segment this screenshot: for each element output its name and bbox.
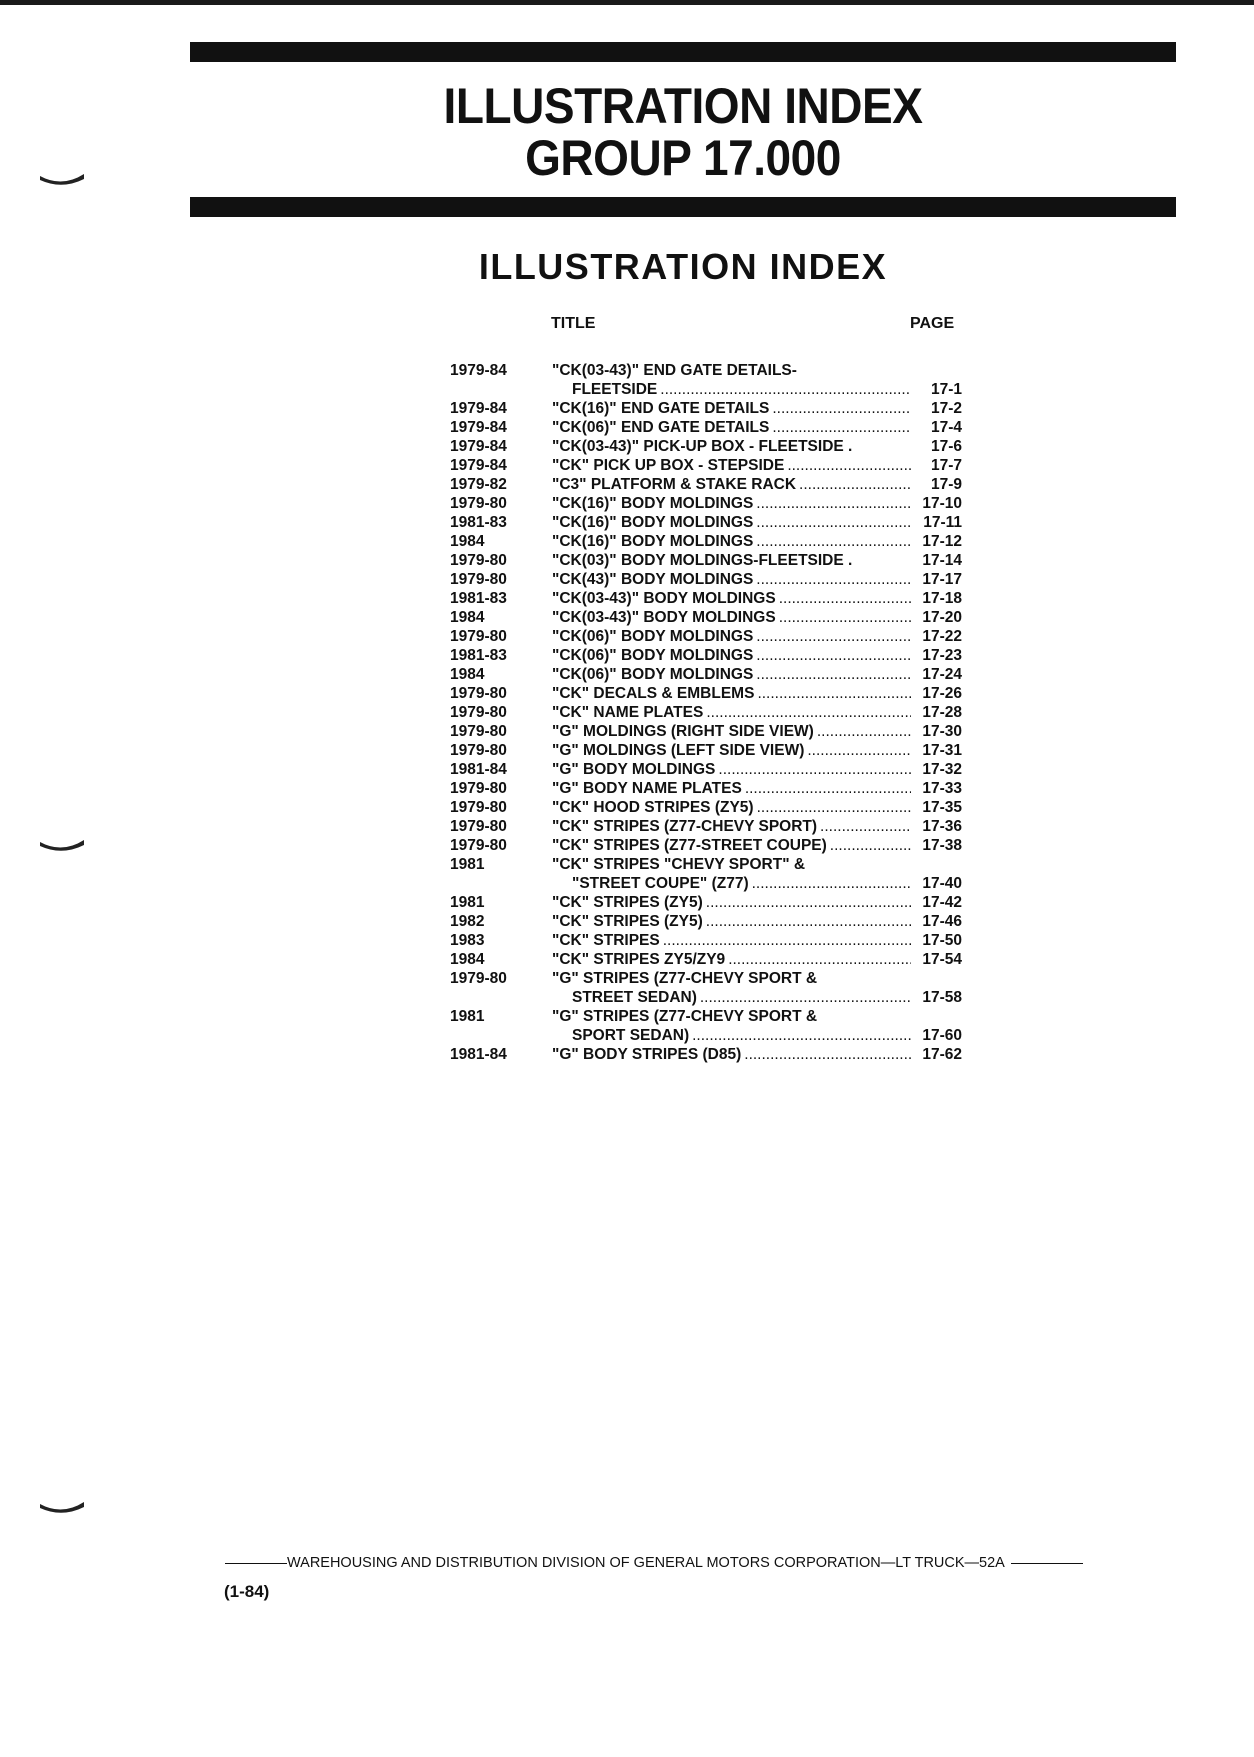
entry-title: "CK" NAME PLATES [552,704,704,721]
index-entry [450,513,962,532]
entry-title: "CK" STRIPES "CHEVY SPORT" & [552,856,806,873]
entry-line [552,665,962,684]
entry-page: 17-46 [922,913,962,930]
entry-line [552,722,962,741]
index-entry [450,798,962,817]
entry-title: "CK(06)" BODY MOLDINGS [552,647,754,664]
dot-leader [660,380,911,399]
dot-leader [700,988,911,1007]
index-entry [450,969,962,988]
entry-page: 17-14 [922,552,962,569]
dot-leader [757,798,911,817]
dot-leader [744,1045,911,1064]
dot-leader [779,589,911,608]
entry-year: 1979-80 [450,818,507,835]
entry-year: 1983 [450,932,485,949]
index-entry [450,551,962,570]
entry-line [572,380,962,399]
index-entry [450,779,962,798]
entry-year: 1979-80 [450,970,507,987]
entry-title: STREET SEDAN) [572,989,697,1006]
dot-leader [745,779,911,798]
entry-line [552,627,962,646]
entry-year: 1979-80 [450,704,507,721]
index-entry [450,475,962,494]
entry-year: 1979-84 [450,438,507,455]
footer-text: WAREHOUSING AND DISTRIBUTION DIVISION OF GENERAL MOTORS CORPORATION—LT TRUCK—52A [287,1555,1005,1571]
dot-leader [756,532,911,551]
entry-page: 17-17 [922,571,962,588]
entry-line [552,836,962,855]
index-entry [450,1007,962,1026]
dot-leader [799,475,911,494]
entry-title: "G" BODY MOLDINGS [552,761,716,778]
entry-page: 17-38 [922,837,962,854]
entry-line [552,855,962,874]
index-entry [450,836,962,855]
dot-leader [756,570,911,589]
entry-page: 17-42 [922,894,962,911]
dot-leader [817,722,911,741]
index-entry [450,741,962,760]
entry-line [552,608,962,627]
entry-year: 1981-84 [450,761,507,778]
entry-line [552,817,962,836]
entry-title: "CK(16)" BODY MOLDINGS [552,495,754,512]
dot-leader [752,874,911,893]
section-title: ILLUSTRATION INDEX [478,246,888,287]
dot-leader [772,399,911,418]
header-rule-bottom [190,197,1176,217]
entry-page: 17-50 [922,932,962,949]
index-entry [450,893,962,912]
entry-title: "CK(03-43)" PICK-UP BOX - FLEETSIDE . [552,438,853,455]
entry-line [552,551,962,570]
dot-leader [756,627,911,646]
entry-year: 1984 [450,609,485,626]
index-entry [450,722,962,741]
entry-page: 17-62 [922,1046,962,1063]
entry-line [552,399,962,418]
dot-leader [692,1026,911,1045]
entry-year: 1979-84 [450,419,507,436]
entry-line [552,741,962,760]
entry-title: "CK" STRIPES ZY5/ZY9 [552,951,726,968]
punch-hole-mark-middle [38,838,86,854]
index-entry [450,570,962,589]
entry-line [552,589,962,608]
entry-line [552,1045,962,1064]
entry-page: 17-22 [922,628,962,645]
entry-title: "CK(06)" END GATE DETAILS [552,419,770,436]
footer-date: (1-84) [224,1582,270,1601]
entry-line [552,532,962,551]
entry-title: "CK" STRIPES (ZY5) [552,913,703,930]
index-entry [450,418,962,437]
entry-page: 17-30 [922,723,962,740]
entry-line [552,779,962,798]
column-header-page: PAGE [910,315,955,332]
footer-rule-left [225,1563,287,1564]
entry-title: "CK(16)" BODY MOLDINGS [552,533,754,550]
entry-title: "G" BODY STRIPES (D85) [552,1046,742,1063]
entry-year: 1984 [450,533,485,550]
entry-page: 17-6 [930,438,962,455]
entry-title: "CK(03-43)" END GATE DETAILS- [552,362,797,379]
dot-leader [756,646,911,665]
entry-year: 1981 [450,856,485,873]
entry-line [552,494,962,513]
entry-line [552,513,962,532]
entry-title: "STREET COUPE" (Z77) [572,875,749,892]
entry-line [572,988,962,1007]
entry-year: 1979-80 [450,742,507,759]
index-entry [450,399,962,418]
entry-line [552,969,962,988]
entry-year: 1979-84 [450,457,507,474]
entry-year: 1981 [450,894,485,911]
entry-line [572,1026,962,1045]
entry-title: "CK" DECALS & EMBLEMS [552,685,755,702]
index-entry-continuation [450,874,962,893]
entry-page: 17-12 [922,533,962,550]
entry-title: "CK" STRIPES (Z77-CHEVY SPORT) [552,818,818,835]
column-header-title: TITLE [551,315,596,332]
entry-year: 1981-84 [450,1046,507,1063]
entry-year: 1979-80 [450,780,507,797]
index-entry [450,532,962,551]
entry-line [552,798,962,817]
entry-year: 1979-80 [450,837,507,854]
footer-rule-right [1011,1563,1083,1564]
entry-page: 17-11 [923,514,962,531]
index-entry [450,855,962,874]
entry-title: "CK" STRIPES (ZY5) [552,894,703,911]
entry-year: 1979-80 [450,685,507,702]
entry-year: 1982 [450,913,485,930]
footer-line [225,1555,1180,1571]
index-entry [450,589,962,608]
entry-title: "CK" STRIPES [552,932,660,949]
entry-title: "G" MOLDINGS (RIGHT SIDE VIEW) [552,723,814,740]
entry-page: 17-20 [922,609,962,626]
index-entry [450,646,962,665]
entry-title: SPORT SEDAN) [572,1027,690,1044]
entry-page: 17-18 [922,590,962,607]
dot-leader [728,950,911,969]
entry-page: 17-31 [922,742,962,759]
entry-line [552,418,962,437]
entry-page: 17-9 [930,476,962,493]
entry-line [552,912,962,931]
entry-page: 17-23 [922,647,962,664]
entry-title: "CK(03-43)" BODY MOLDINGS [552,590,776,607]
punch-hole-mark-bottom [38,1500,86,1516]
entry-page: 17-1 [930,381,962,398]
entry-line [552,684,962,703]
entry-title: "CK(43)" BODY MOLDINGS [552,571,754,588]
entry-page: 17-10 [922,495,962,512]
entry-line [552,1007,962,1026]
entry-page: 17-40 [922,875,962,892]
entry-year: 1979-80 [450,552,507,569]
entry-title: "CK(06)" BODY MOLDINGS [552,666,754,683]
index-entry [450,1045,962,1064]
entry-year: 1984 [450,666,485,683]
entry-page: 17-2 [930,400,962,417]
dot-leader [718,760,911,779]
index-entry [450,684,962,703]
entry-year: 1981-83 [450,514,507,531]
index-entry [450,931,962,950]
entry-page: 17-60 [922,1027,962,1044]
index-entry [450,950,962,969]
dot-leader [779,608,911,627]
dot-leader [756,513,911,532]
dot-leader [807,741,911,760]
entry-page: 17-54 [922,951,962,968]
entry-title: "CK(16)" BODY MOLDINGS [552,514,754,531]
index-entry [450,608,962,627]
dot-leader [706,703,911,722]
index-entry [450,437,962,456]
entry-title: "CK" PICK UP BOX - STEPSIDE [552,457,785,474]
entry-year: 1979-80 [450,495,507,512]
page-header-title: ILLUSTRATION INDEX [443,78,923,134]
entry-page: 17-4 [930,419,962,436]
index-entry [450,494,962,513]
index-entry [450,703,962,722]
entry-year: 1979-80 [450,571,507,588]
entry-title: "G" BODY NAME PLATES [552,780,742,797]
entry-page: 17-36 [922,818,962,835]
entry-page: 17-26 [922,685,962,702]
entry-year: 1981-83 [450,647,507,664]
entry-line [552,931,962,950]
entry-year: 1979-84 [450,400,507,417]
dot-leader [756,494,911,513]
entry-line [552,570,962,589]
entry-line [552,646,962,665]
entry-title: "C3" PLATFORM & STAKE RACK [552,476,797,493]
entry-page: 17-24 [922,666,962,683]
index-entry [450,760,962,779]
header-rule-top [190,42,1176,62]
index-entry-continuation [450,1026,962,1045]
entry-page: 17-28 [922,704,962,721]
entry-year: 1979-82 [450,476,507,493]
entry-page: 17-35 [922,799,962,816]
dot-leader [787,456,911,475]
entry-line [552,893,962,912]
dot-leader [706,893,911,912]
index-entry [450,912,962,931]
entry-year: 1979-80 [450,628,507,645]
index-entry [450,627,962,646]
entry-line [552,950,962,969]
index-entry [450,817,962,836]
entry-line [552,361,962,380]
dot-leader [706,912,911,931]
dot-leader [757,684,911,703]
entry-year: 1979-80 [450,799,507,816]
entry-year: 1981-83 [450,590,507,607]
entry-page: 17-33 [922,780,962,797]
entry-line [552,456,962,475]
entry-title: "CK" HOOD STRIPES (ZY5) [552,799,754,816]
dot-leader [830,836,911,855]
entry-title: "CK(03)" BODY MOLDINGS-FLEETSIDE . [552,552,853,569]
entry-title: "CK(06)" BODY MOLDINGS [552,628,754,645]
index-entry [450,665,962,684]
index-entry [450,456,962,475]
entry-year: 1981 [450,1008,485,1025]
entry-line [552,703,962,722]
entry-year: 1979-80 [450,723,507,740]
entry-title: FLEETSIDE [572,381,658,398]
entry-page: 17-7 [930,457,962,474]
page-header-group: GROUP 17.000 [525,130,841,186]
entry-title: "CK" STRIPES (Z77-STREET COUPE) [552,837,827,854]
punch-hole-mark-top [38,172,86,188]
illustration-index-list [450,361,962,1064]
dot-leader [820,817,911,836]
entry-line [572,874,962,893]
entry-line [552,475,962,494]
entry-title: "CK(03-43)" BODY MOLDINGS [552,609,776,626]
entry-title: "G" MOLDINGS (LEFT SIDE VIEW) [552,742,805,759]
entry-line [552,760,962,779]
entry-year: 1984 [450,951,485,968]
index-entry-continuation [450,380,962,399]
entry-page: 17-58 [922,989,962,1006]
entry-title: "CK(16)" END GATE DETAILS [552,400,770,417]
entry-year: 1979-84 [450,362,507,379]
dot-leader [663,931,911,950]
index-entry-continuation [450,988,962,1007]
entry-line [552,437,962,456]
dot-leader [772,418,911,437]
page-top-edge [0,0,1254,5]
entry-page: 17-32 [922,761,962,778]
dot-leader [756,665,911,684]
entry-title: "G" STRIPES (Z77-CHEVY SPORT & [552,970,818,987]
index-entry [450,361,962,380]
entry-title: "G" STRIPES (Z77-CHEVY SPORT & [552,1008,818,1025]
